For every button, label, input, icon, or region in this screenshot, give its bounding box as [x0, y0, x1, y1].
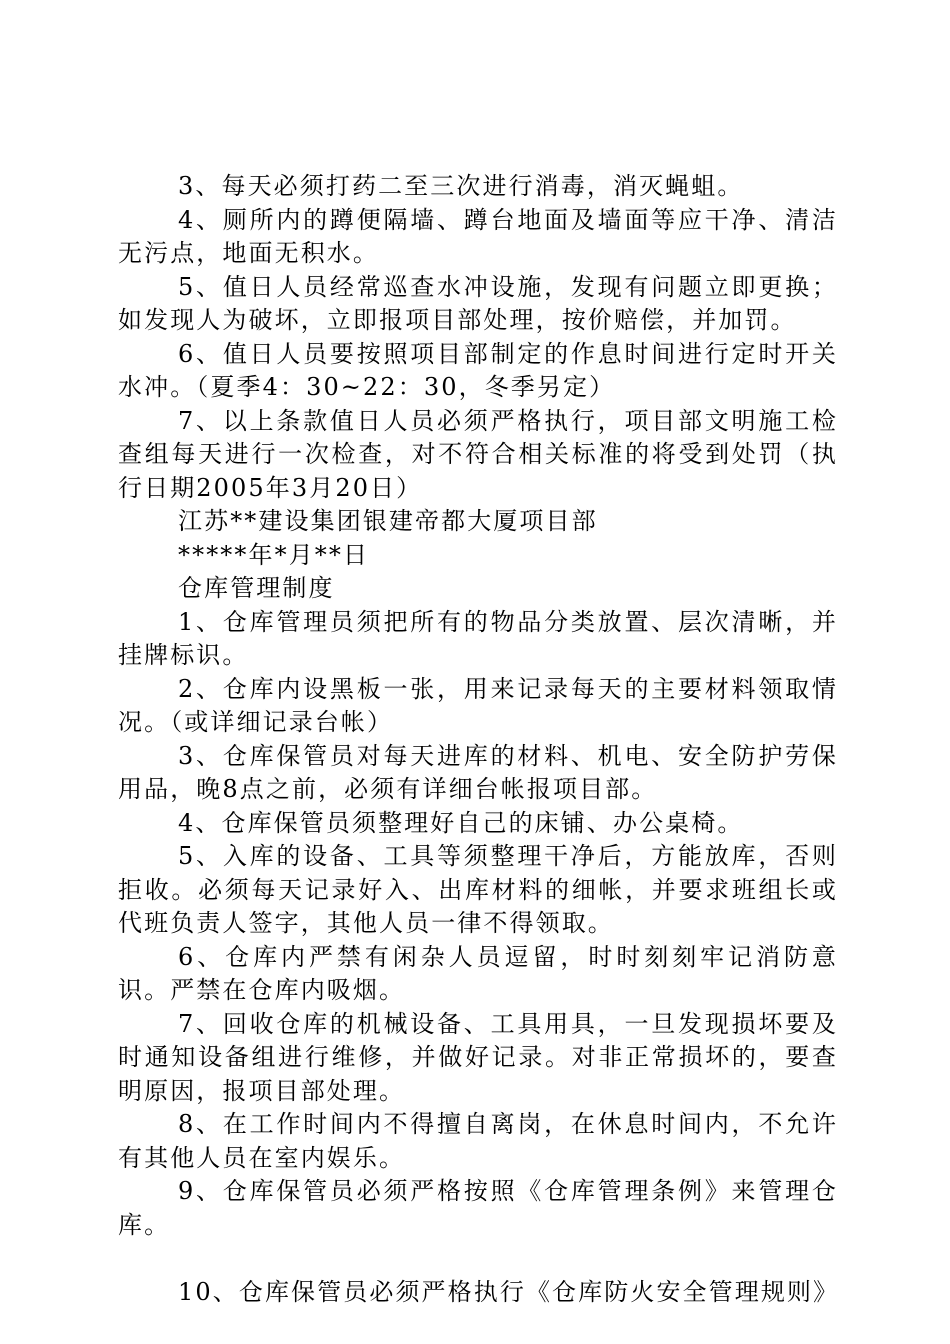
section-title-warehouse: 仓库管理制度 — [178, 574, 335, 602]
paragraph-warehouse-2: 2、仓库内设黑板一张，用来记录每天的主要材料领取情况。（或详细记录台帐） — [118, 674, 838, 736]
paragraph-toilet-5: 5、值日人员经常巡查水冲设施，发现有问题立即更换；如发现人为破坏，立即报项目部处理，按价赔偿，并加罚。 — [118, 272, 838, 334]
paragraph-warehouse-10: 10、仓库保管员必须严格执行《仓库防火安全管理规则》 — [178, 1278, 840, 1306]
paragraph-warehouse-7: 7、回收仓库的机械设备、工具用具，一旦发现损坏要及时通知设备组进行维修，并做好记录。对非正常损坏的，要查明原因，报项目部处理。 — [118, 1009, 838, 1105]
paragraph-warehouse-4: 4、仓库保管员须整理好自己的床铺、办公桌椅。 — [178, 808, 744, 837]
paragraph-warehouse-5: 5、入库的设备、工具等须整理干净后，方能放库，否则拒收。必须每天记录好入、出库材料的细帐，并要求班组长或代班负责人签字，其他人员一律不得领取。 — [118, 842, 838, 937]
paragraph-toilet-3: 3、每天必须打药二至三次进行消毒，消灭蝇蛆。 — [178, 172, 744, 200]
signature-date: *****年*月**日 — [178, 540, 370, 569]
paragraph-warehouse-8: 8、在工作时间内不得擅自离岗，在休息时间内，不允许有其他人员在室内娱乐。 — [118, 1110, 838, 1172]
paragraph-warehouse-9: 9、仓库保管员必须严格按照《仓库管理条例》来管理仓库。 — [118, 1177, 838, 1239]
document-page — [118, 170, 838, 1310]
paragraph-warehouse-3: 3、仓库保管员对每天进库的材料、机电、安全防护劳保用品，晚8点之前，必须有详细台帐报项目部。 — [118, 741, 838, 803]
paragraph-toilet-4: 4、厕所内的蹲便隔墙、蹲台地面及墙面等应干净、清洁无污点，地面无积水。 — [118, 205, 838, 267]
paragraph-toilet-6: 6、值日人员要按照项目部制定的作息时间进行定时开关水冲。（夏季4：30~22：30，冬季另定） — [118, 339, 838, 401]
signature-organization: 江苏**建设集团银建帝都大厦项目部 — [178, 507, 598, 535]
paragraph-warehouse-1: 1、仓库管理员须把所有的物品分类放置、层次清晰，并挂牌标识。 — [118, 607, 838, 669]
paragraph-warehouse-6: 6、仓库内严禁有闲杂人员逗留，时时刻刻牢记消防意识。严禁在仓库内吸烟。 — [118, 942, 838, 1004]
paragraph-toilet-7: 7、以上条款值日人员必须严格执行，项目部文明施工检查组每天进行一次检查，对不符合相关标准的将受到处罚（执行日期2005年3月20日） — [118, 406, 838, 502]
